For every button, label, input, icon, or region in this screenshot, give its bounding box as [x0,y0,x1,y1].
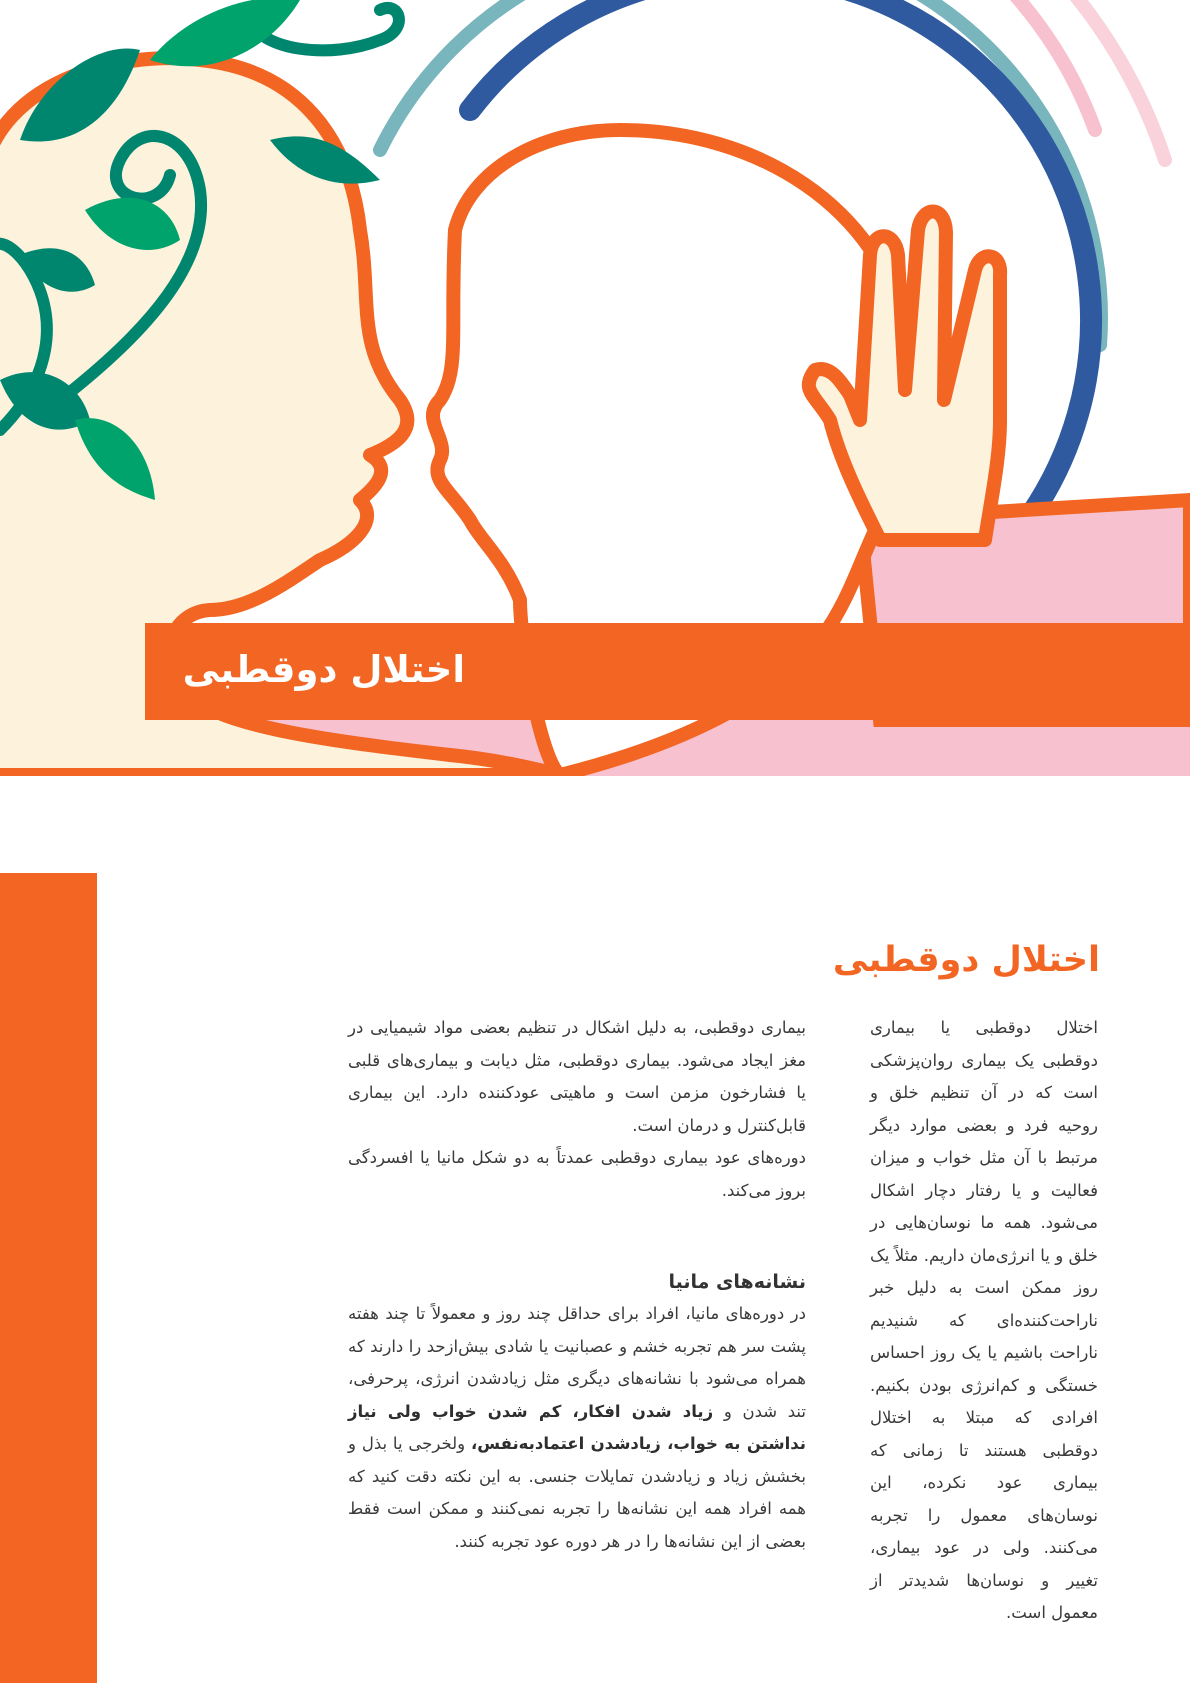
episodes-paragraph: دوره‌های عود بیماری دوقطبی عمدتاً به دو شکل مانیا یا افسردگی بروز می‌کند. [348,1148,806,1200]
bipolar-illustration [0,0,1190,780]
side-accent-bar [0,873,97,1683]
mania-heading: نشانه‌های مانیا [668,1271,806,1293]
intro-column [870,1012,1098,1630]
mania-bold-symptoms: زیاد شدن افکار، کم شدن خواب ولی نیاز نداشتن به خواب، زیادشدن اعتمادبه‌نفس، [348,1401,807,1453]
article-title: اختلال دوقطبی [832,940,1100,980]
banner-title: اختلال دوقطبی [182,648,465,691]
mania-text-1: در دوره‌های مانیا، افراد برای حداقل چند روز و معمولاً تا چند هفته پشت سر هم تجربه خشم و عصبانیت یا شادی بیش‌ازحد را دارند که همراه می‌شود با نشانه‌های دیگری مثل زیادشدن انرژی، پرحرفی، تند شدن و [348,1304,807,1421]
hero-illustration [0,0,1190,780]
intro-paragraph: اختلال دوقطبی یا بیماری دوقطبی یک بیماری روان‌پزشکی است که در آن تنظیم خلق و روحیه فرد و بعضی موارد دیگر مرتبط با آن مثل خواب و میزان فعالیت و یا رفتار دچار اشکال می‌شود. همه ما نوسان‌هایی در خلق و یا انرژی‌مان داریم. مثلاً یک روز ممکن است به دلیل خبر ناراحت‌کننده‌ای که شنیدیم ناراحت باشیم یا یک روز احساس خستگی و کم‌انرژی بودن بکنیم. افرادی که مبتلا به اختلال دوقطبی هستند تا زمانی که بیماری عود نکرده، این نوسان‌های معمول را تجربه می‌کنند. ولی در عود بیماری، تغییر و نوسان‌ها شدیدتر از معمول است. [870,1018,1098,1622]
leaf [150,0,300,66]
cause-paragraph: بیماری دوقطبی، به دلیل اشکال در تنظیم بعضی مواد شیمیایی در مغز ایجاد می‌شود. بیماری دوقطبی، مثل دیابت و بیماری‌های قلبی یا فشارخون مزمن است و ماهیتی عودکننده دارد. این بیماری قابل‌کنترل و درمان است. [348,1018,806,1135]
mania-text-2: ولخرجی یا بذل و بخشش زیاد و زیادشدن تمایلات جنسی. به این نکته دقت کنید که همه افراد همه این نشانه‌ها را تجربه نمی‌کنند و ممکن است فقط بعضی از این نشانه‌ها را در هر دوره عود تجربه کنند. [348,1434,806,1551]
mania-paragraph [348,1298,806,1558]
details-column [348,1012,806,1558]
